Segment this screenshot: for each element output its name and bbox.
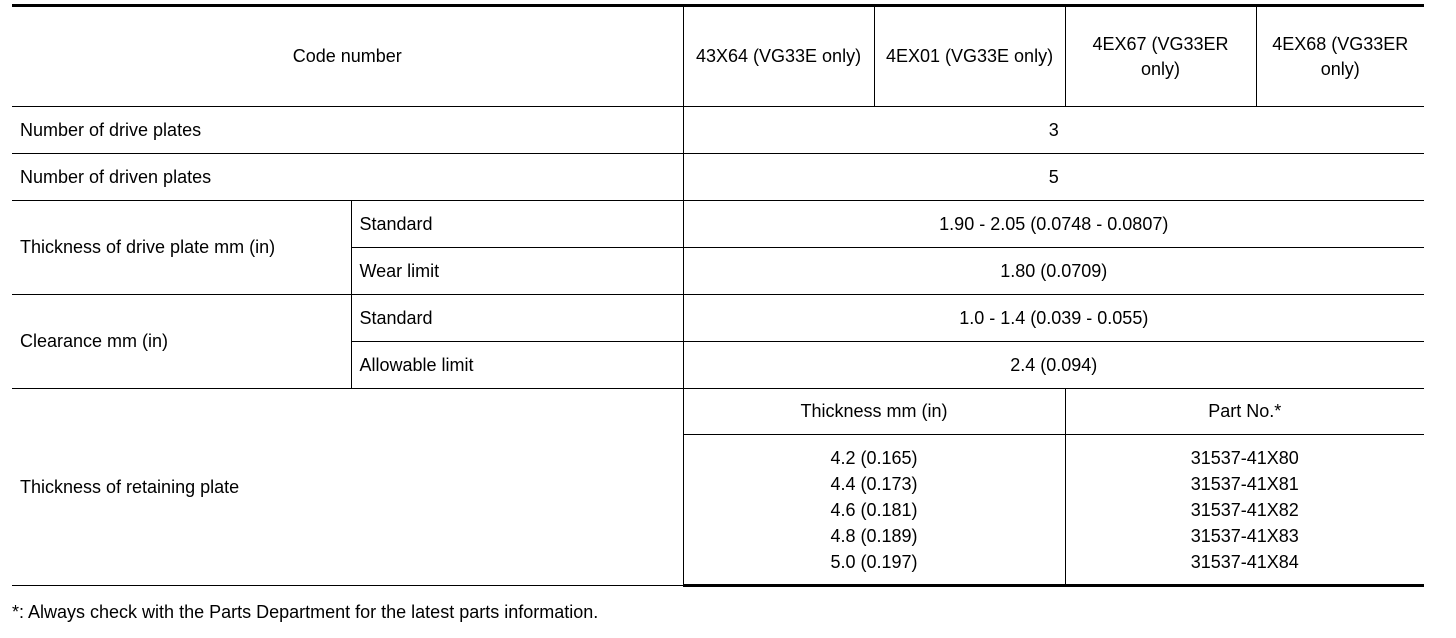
drive-plates-value: 3 bbox=[683, 107, 1424, 154]
clearance-label: Clearance mm (in) bbox=[12, 295, 351, 389]
drive-thickness-standard-label: Standard bbox=[351, 201, 683, 248]
retaining-part-item: 31537-41X80 bbox=[1190, 447, 1299, 468]
drive-plates-label: Number of drive plates bbox=[12, 107, 683, 154]
clearance-standard-value: 1.0 - 1.4 (0.039 - 0.055) bbox=[683, 295, 1424, 342]
retaining-thickness-item: 5.0 (0.197) bbox=[830, 551, 918, 572]
header-row bbox=[12, 6, 1424, 107]
retaining-part-item: 31537-41X84 bbox=[1190, 551, 1299, 572]
drive-plates-row bbox=[12, 107, 1424, 154]
code-number-label: Code number bbox=[12, 6, 683, 107]
retaining-header-row bbox=[12, 389, 1424, 435]
clearance-standard-row bbox=[12, 295, 1424, 342]
drive-thickness-label: Thickness of drive plate mm (in) bbox=[12, 201, 351, 295]
clearance-allowable-value: 2.4 (0.094) bbox=[683, 342, 1424, 389]
retaining-thickness-list bbox=[683, 435, 1065, 586]
footnote: *: Always check with the Parts Department for the latest parts information. bbox=[12, 602, 599, 622]
driven-plates-value: 5 bbox=[683, 154, 1424, 201]
driven-plates-row bbox=[12, 154, 1424, 201]
retaining-thickness-item: 4.6 (0.181) bbox=[830, 499, 918, 520]
clearance-standard-label: Standard bbox=[351, 295, 683, 342]
code-4ex01: 4EX01 (VG33E only) bbox=[874, 6, 1065, 107]
driven-plates-label: Number of driven plates bbox=[12, 154, 683, 201]
retaining-plate-label: Thickness of retaining plate bbox=[12, 389, 683, 586]
clearance-allowable-label: Allowable limit bbox=[351, 342, 683, 389]
retaining-part-item: 31537-41X82 bbox=[1190, 499, 1299, 520]
retaining-part-list bbox=[1065, 435, 1424, 586]
retaining-part-item: 31537-41X83 bbox=[1190, 525, 1299, 546]
code-4ex67: 4EX67 (VG33ER only) bbox=[1065, 6, 1256, 107]
drive-thickness-standard-value: 1.90 - 2.05 (0.0748 - 0.0807) bbox=[683, 201, 1424, 248]
drive-thickness-wear-label: Wear limit bbox=[351, 248, 683, 295]
retaining-thickness-item: 4.2 (0.165) bbox=[830, 447, 918, 468]
retaining-part-header: Part No.* bbox=[1065, 389, 1424, 435]
specification-table bbox=[12, 4, 1424, 587]
drive-thickness-wear-value: 1.80 (0.0709) bbox=[683, 248, 1424, 295]
retaining-thickness-item: 4.8 (0.189) bbox=[830, 525, 918, 546]
drive-thickness-standard-row bbox=[12, 201, 1424, 248]
code-4ex68: 4EX68 (VG33ER only) bbox=[1256, 6, 1424, 107]
retaining-thickness-header: Thickness mm (in) bbox=[683, 389, 1065, 435]
retaining-thickness-item: 4.4 (0.173) bbox=[830, 473, 918, 494]
retaining-part-item: 31537-41X81 bbox=[1190, 473, 1299, 494]
code-43x64: 43X64 (VG33E only) bbox=[683, 6, 874, 107]
